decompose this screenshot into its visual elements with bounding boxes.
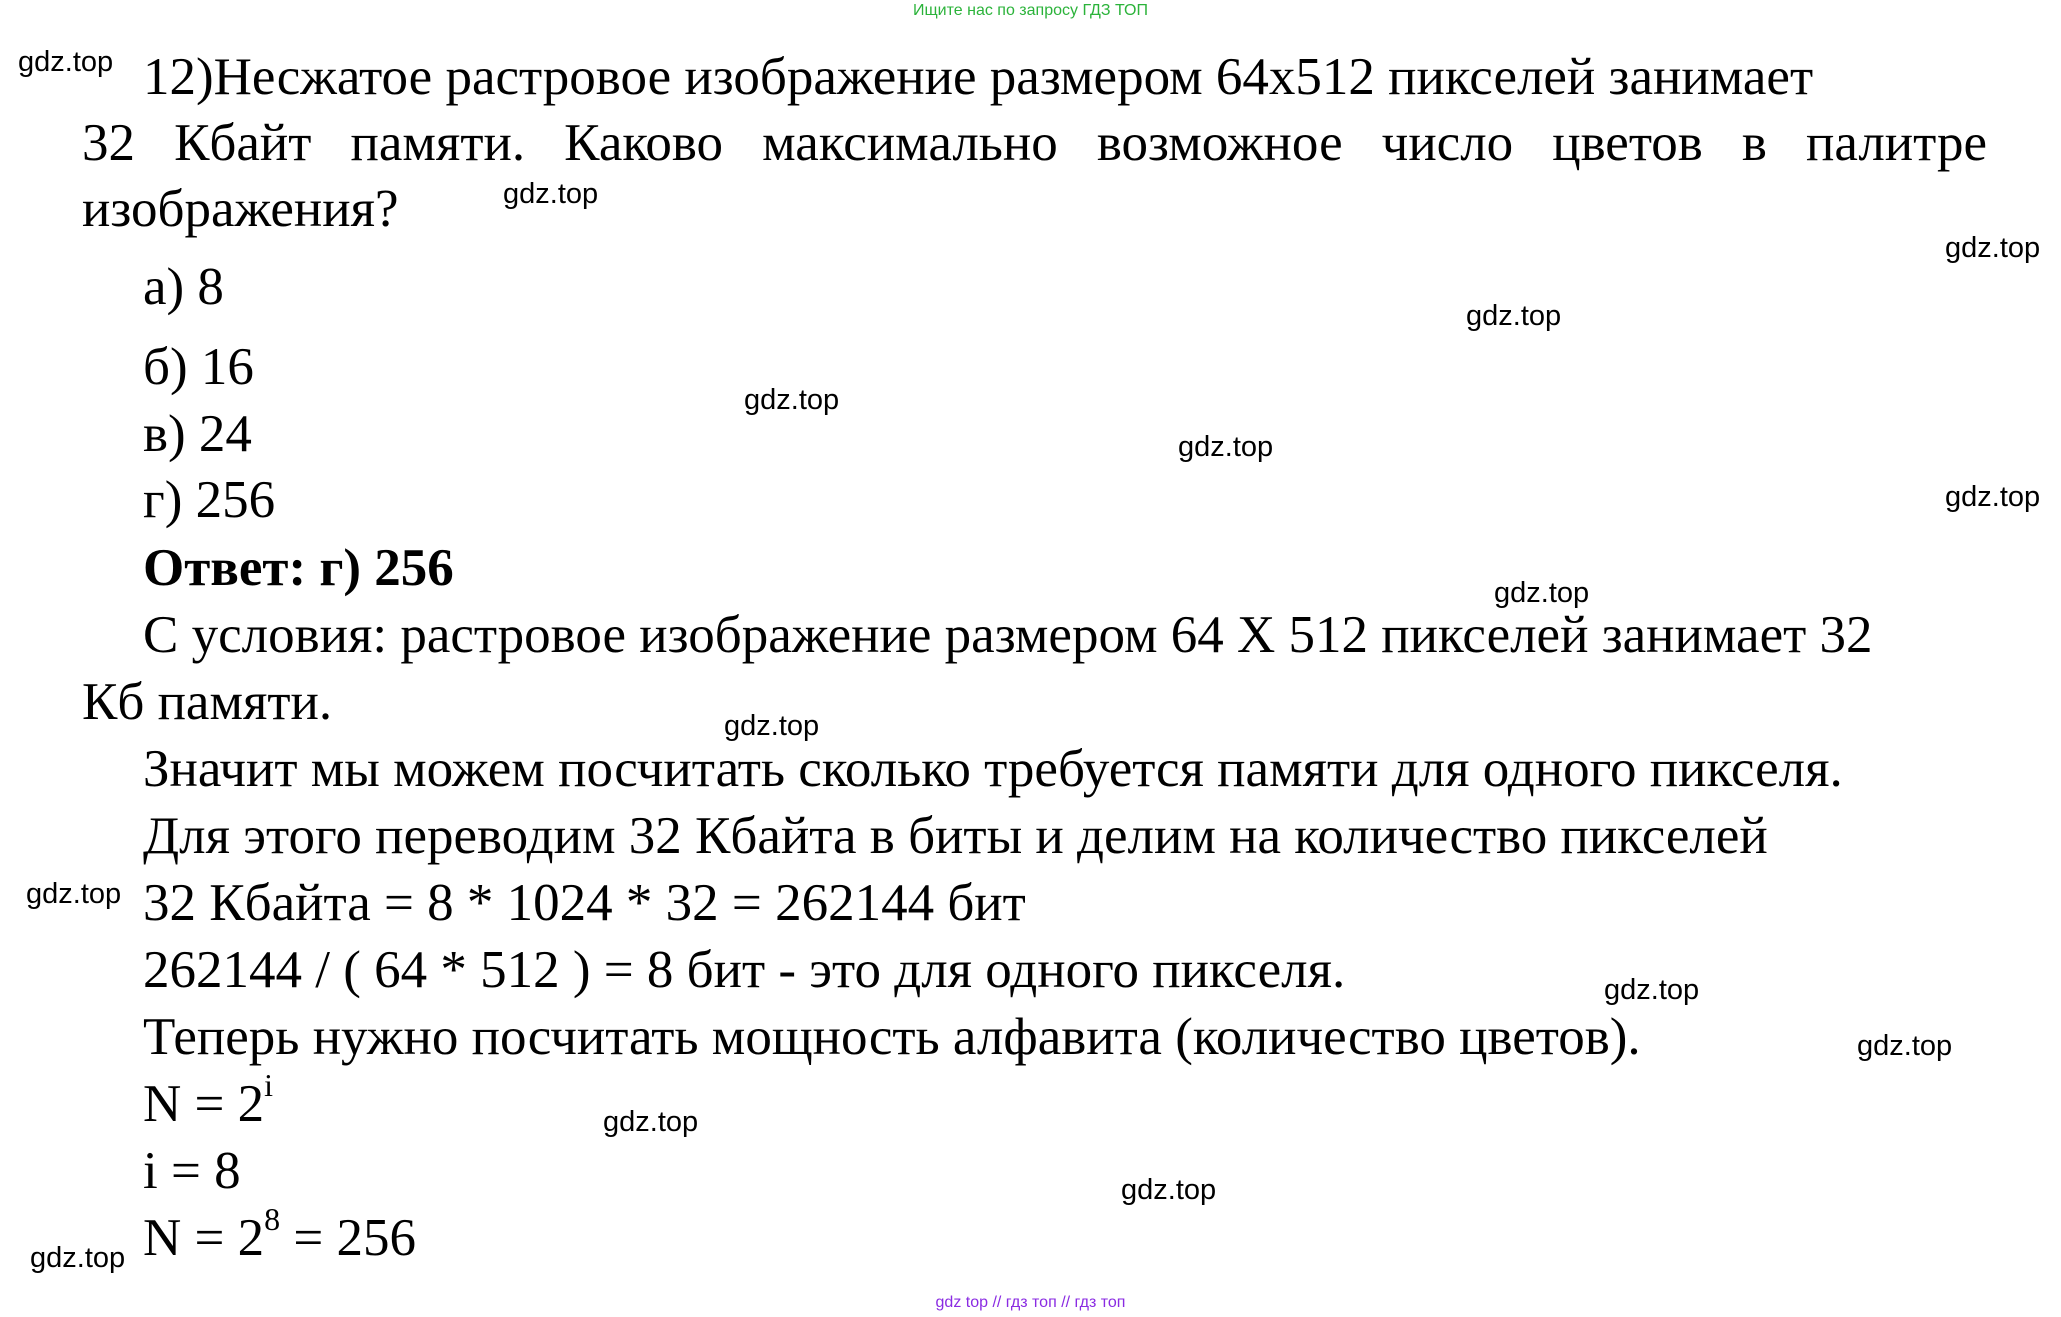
watermark: gdz.top (26, 878, 122, 910)
solution-line-6: 262144 / ( 64 * 512 ) = 8 бит - это для одного пикселя. (143, 941, 1346, 999)
watermark: gdz.top (503, 178, 599, 210)
solution-line-7: Теперь нужно посчитать мощность алфавита (количество цветов). (143, 1008, 1641, 1066)
formula-base: N = 2 (143, 1075, 265, 1133)
watermark: gdz.top (1466, 300, 1562, 332)
solution-line-1: С условия: растровое изображение размером 64 X 512 пикселей занимает 32 (143, 606, 1873, 664)
answer: Ответ: г) 256 (143, 539, 454, 597)
option-d: г) 256 (143, 471, 276, 529)
watermark: gdz.top (724, 710, 820, 742)
bottom-banner[interactable]: gdz top // гдз топ // гдз топ (935, 1294, 1126, 1311)
watermark: gdz.top (1945, 481, 2041, 513)
top-banner[interactable]: Ищите нас по запросу ГДЗ ТОП (913, 2, 1148, 19)
formula-i-equals-8: i = 8 (143, 1142, 241, 1200)
solution-line-5: 32 Кбайта = 8 * 1024 * 32 = 262144 бит (143, 874, 1026, 932)
watermark: gdz.top (1945, 232, 2041, 264)
option-b: б) 16 (143, 338, 254, 396)
watermark: gdz.top (30, 1242, 126, 1274)
formula-exponent: i (264, 1067, 274, 1103)
formula-result: = 256 (280, 1209, 417, 1267)
formula-base: N = 2 (143, 1209, 265, 1267)
question-line-2: 32 Кбайт памяти. Каково максимально возможное число цветов в палитре (82, 114, 1987, 172)
watermark: gdz.top (744, 384, 840, 416)
watermark: gdz.top (603, 1106, 699, 1138)
formula-n-equals-256 (143, 1201, 417, 1271)
option-a: а) 8 (143, 258, 224, 316)
question-line-1: 12)Несжатое растровое изображение размером 64x512 пикселей занимает (143, 48, 1814, 106)
solution-line-3: Значит мы можем посчитать сколько требуется памяти для одного пикселя. (143, 740, 1843, 798)
solution-line-2: Кб памяти. (82, 673, 333, 731)
watermark: gdz.top (1121, 1174, 1217, 1206)
watermark: gdz.top (18, 46, 114, 78)
solution-line-4: Для этого переводим 32 Кбайта в биты и делим на количество пикселей (143, 807, 1768, 865)
option-c: в) 24 (143, 405, 252, 463)
formula-exponent: 8 (264, 1201, 281, 1237)
watermark: gdz.top (1178, 431, 1274, 463)
watermark: gdz.top (1604, 974, 1700, 1006)
question-line-3: изображения? (82, 180, 399, 238)
formula-n-equals-2-pow-i (143, 1067, 274, 1137)
watermark: gdz.top (1494, 577, 1590, 609)
watermark: gdz.top (1857, 1030, 1953, 1062)
